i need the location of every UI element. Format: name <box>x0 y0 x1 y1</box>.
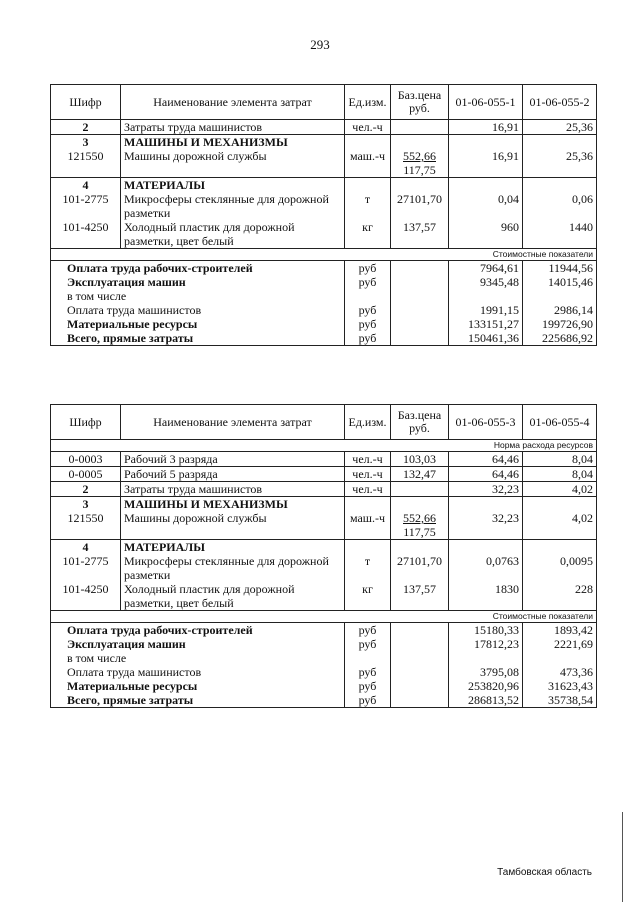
table-row: 121550 Машины дорожной службы маш.-ч 552,66 117,75 32,23 4,02 <box>51 511 597 540</box>
table-row: Эксплуатация машин руб 9345,48 14015,46 <box>51 275 597 289</box>
table-row: в том числе <box>51 651 597 665</box>
table-row: Материальные ресурсы руб 253820,96 31623,43 <box>51 679 597 693</box>
col-a-header: 01-06-055-1 <box>449 85 523 120</box>
footer-region: Тамбовская область <box>497 867 592 878</box>
col-code-header: Шифр <box>51 85 121 120</box>
table-row: Всего, прямые затраты руб 150461,36 225686,92 <box>51 331 597 346</box>
col-unit-header: Ед.изм. <box>345 405 391 440</box>
table-row: Оплата труда рабочих-строителей руб 7964,61 11944,56 <box>51 261 597 276</box>
estimate-table-2 <box>50 404 597 708</box>
table-row: Всего, прямые затраты руб 286813,52 35738,54 <box>51 693 597 708</box>
col-name-header: Наименование элемента затрат <box>121 85 345 120</box>
table-row: 3 МАШИНЫ И МЕХАНИЗМЫ <box>51 135 597 150</box>
estimate-table-1 <box>50 84 597 346</box>
table-row: 101-2775 Микросферы стеклянные для дорожной разметки т 27101,70 0,0763 0,0095 <box>51 554 597 582</box>
col-b-header: 01-06-055-2 <box>523 85 597 120</box>
table-row: 2 Затраты труда машинистов чел.-ч 16,91 25,36 <box>51 120 597 135</box>
scan-margin-mark <box>622 812 623 902</box>
cost-indicators-label: Стоимостные показатели <box>51 249 597 261</box>
table-row: 0-0005 Рабочий 5 разряда чел.-ч 132,47 64,46 8,04 <box>51 467 597 482</box>
cost-indicators-label: Стоимостные показатели <box>51 611 597 623</box>
col-price-header: Баз.цена руб. <box>391 405 449 440</box>
table-row: Материальные ресурсы руб 133151,27 199726,90 <box>51 317 597 331</box>
table-row: Оплата труда машинистов руб 1991,15 2986,14 <box>51 303 597 317</box>
table-row: 121550 Машины дорожной службы маш.-ч 552,66 117,75 16,91 25,36 <box>51 149 597 178</box>
col-a-header: 01-06-055-3 <box>449 405 523 440</box>
table-row: 101-2775 Микросферы стеклянные для дорожной разметки т 27101,70 0,04 0,06 <box>51 192 597 220</box>
col-code-header: Шифр <box>51 405 121 440</box>
table-row: 101-4250 Холодный пластик для дорожной разметки, цвет белый кг 137,57 960 1440 <box>51 220 597 249</box>
table-row: 2 Затраты труда машинистов чел.-ч 32,23 4,02 <box>51 482 597 497</box>
col-b-header: 01-06-055-4 <box>523 405 597 440</box>
table-row: в том числе <box>51 289 597 303</box>
col-name-header: Наименование элемента затрат <box>121 405 345 440</box>
norm-label: Норма расхода ресурсов <box>51 440 597 452</box>
page-number: 293 <box>310 37 330 52</box>
table-row: Оплата труда рабочих-строителей руб 15180,33 1893,42 <box>51 623 597 638</box>
table-row: Эксплуатация машин руб 17812,23 2221,69 <box>51 637 597 651</box>
col-price-header: Баз.цена руб. <box>391 85 449 120</box>
table-row: 3 МАШИНЫ И МЕХАНИЗМЫ <box>51 497 597 512</box>
table-row: 4 МАТЕРИАЛЫ <box>51 540 597 555</box>
col-unit-header: Ед.изм. <box>345 85 391 120</box>
table-row: 4 МАТЕРИАЛЫ <box>51 178 597 193</box>
table-header <box>51 85 597 120</box>
table-row: Оплата труда машинистов руб 3795,08 473,36 <box>51 665 597 679</box>
table-row: 101-4250 Холодный пластик для дорожной разметки, цвет белый кг 137,57 1830 228 <box>51 582 597 611</box>
table-row: 0-0003 Рабочий 3 разряда чел.-ч 103,03 64,46 8,04 <box>51 452 597 467</box>
table-header <box>51 405 597 440</box>
